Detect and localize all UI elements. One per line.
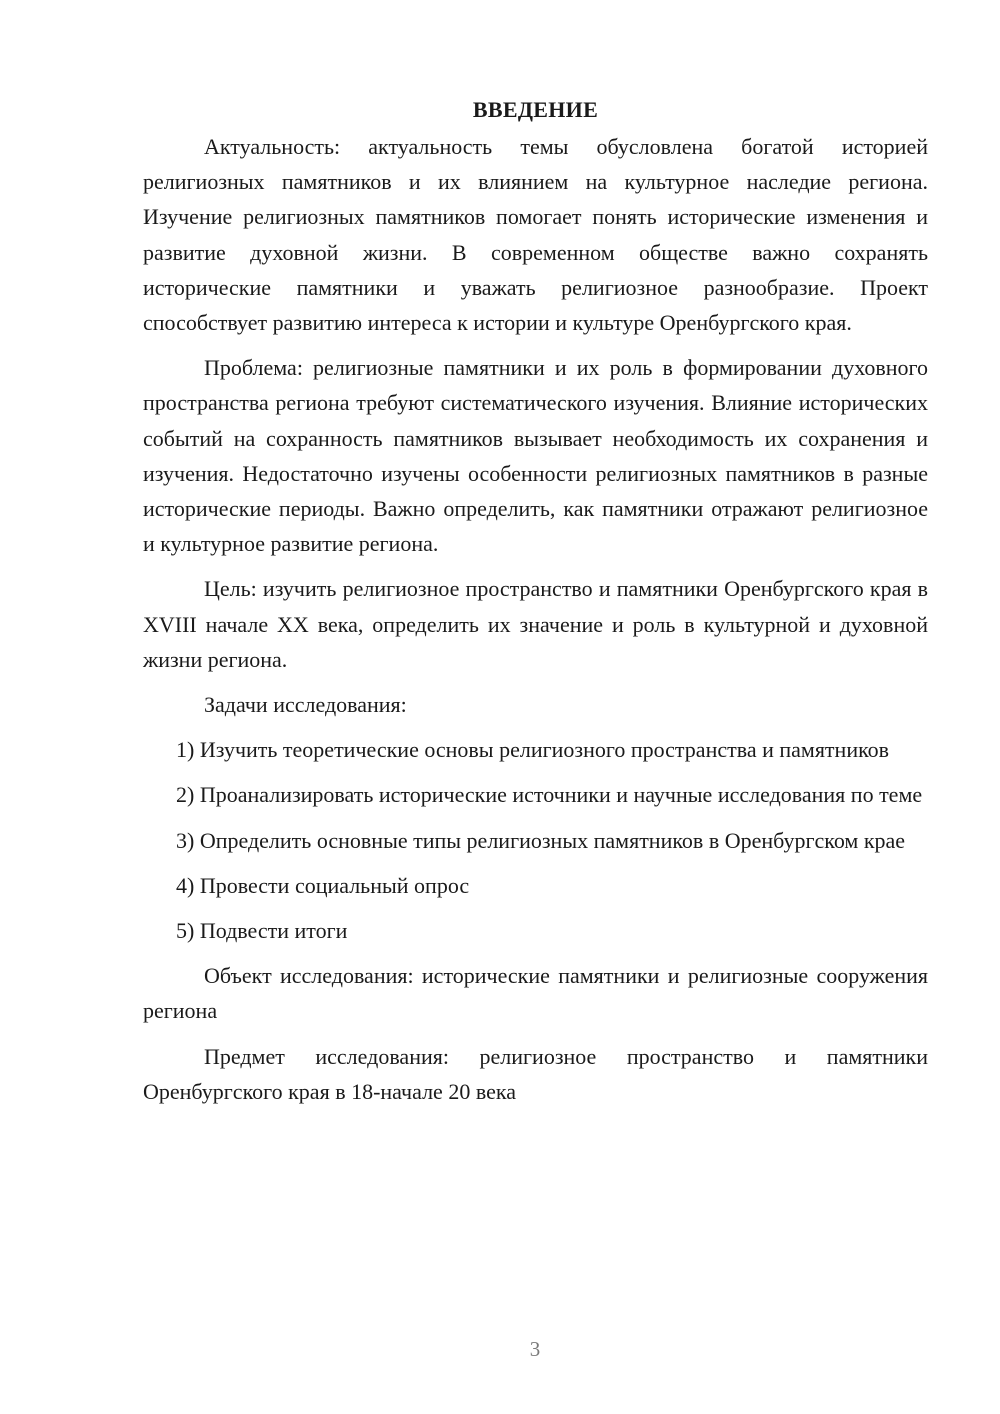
section-title: ВВЕДЕНИЕ [472,97,599,122]
object-paragraph: Объект исследования: исторические памятники и религиозные сооружения региона [143,963,928,1024]
page-number: 3 [529,1337,541,1361]
task-item-5: 5) Подвести итоги [176,918,348,944]
task-item-3: 3) Определить основные типы религиозных памятников в Оренбургском крае [176,827,906,853]
goal-paragraph: Цель: изучить религиозное пространство и памятники Оренбургского края в XVIII начале XX века, определить их значение и роль в культурной и духовной жизни региона. [143,576,928,672]
page-content [143,92,928,1119]
tasks-heading: Задачи исследования: [204,692,407,718]
problem-paragraph: Проблема: религиозные памятники и их роль в формировании духовного пространства региона требуют систематического изучения. Влияние исторических событий на сохранность памятников вызывает необходимость их сохранения и изучения. Недостаточно изучены особенности религиозных памятников в разные исторические периоды. Важно определить, как памятники отражают религиозное и культурное развитие региона. [143,355,928,557]
task-item-1: 1) Изучить теоретические основы религиозного пространства и памятников [176,737,890,763]
task-item-4: 4) Провести социальный опрос [176,872,470,898]
relevance-paragraph: Актуальность: актуальность темы обусловлена богатой историей религиозных памятников и их влиянием на культурное наследие региона. Изучение религиозных памятников помогает понять исторические изменения и развитие духовной жизни. В современном обществе важно сохранять исторические памятники и уважать религиозное разнообразие. Проект способствует развитию интереса к истории и культуре Оренбургского края. [143,134,928,336]
subject-paragraph: Предмет исследования: религиозное пространство и памятники Оренбургского края в 18-начале 20 века [143,1043,928,1104]
task-item-2: 2) Проанализировать исторические источники и научные исследования по теме [176,782,923,808]
